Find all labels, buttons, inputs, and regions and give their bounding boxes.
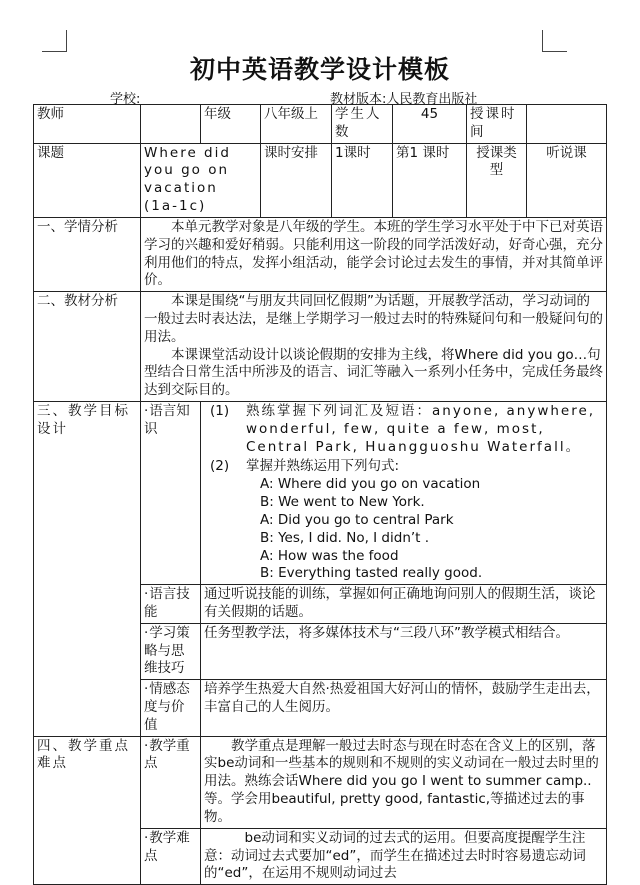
date-label: 授课时间 (467, 105, 527, 144)
grade-value: 八年级上 (261, 105, 332, 144)
students-label: 学生人数 (332, 105, 393, 144)
focus-label: · 教学重点 (141, 736, 201, 828)
crop-mark-top-right-v (542, 30, 543, 52)
objectives-knowledge-row (34, 402, 607, 585)
key-focus-row (34, 736, 607, 828)
strategy-label: · 学习策略与思维技巧 (141, 623, 201, 679)
lesson-row (34, 143, 607, 217)
dialog-line: A: Where did you go on vacation (260, 476, 481, 493)
knowledge-item-1 (204, 403, 603, 456)
skills-label: · 语言技能 (141, 585, 201, 624)
material-analysis-row (34, 292, 607, 402)
school-label: 学校: (110, 92, 141, 107)
edition-label: 教材版本: (330, 92, 387, 107)
learner-analysis-text: 本单元教学对象是八年级的学生。本班的学生学习水平处于中下已对英语学习的兴趣和爱好稍弱。只能利用这一阶段的同学活泼好动，好奇心强，充分利用他们的特点，发挥小组活动，能学会讨论过去发生的事情，并对其简单评价。 (144, 218, 603, 289)
topic-label: 课题 (34, 143, 141, 217)
dialog-line: B: We went to New York. (260, 494, 425, 511)
item2-text: 掌握并熟练运用下列句式: (246, 458, 400, 475)
crop-mark-top-left-v (66, 30, 67, 52)
students-value: 45 (393, 105, 467, 144)
type-value: 听说课 (527, 143, 607, 217)
emotion-text: 培养学生热爱大自然·热爱祖国大好河山的情怀，鼓励学生走出去，丰富自己的人生阅历。 (201, 680, 607, 736)
knowledge-label: · 语言知识 (141, 402, 201, 585)
learner-analysis-row (34, 217, 607, 291)
dialog-line: A: Did you go to central Park (260, 511, 454, 528)
learner-analysis-label: 一、学情分析 (34, 217, 141, 291)
knowledge-item-2 (204, 458, 603, 476)
type-label: 授课类型 (467, 143, 527, 217)
dialog-line: B: Yes, I did. No, I didn’t . (260, 529, 430, 546)
difficulty-label: · 教学难点 (141, 828, 201, 884)
item2-number: (2) (210, 458, 230, 475)
document-title: 初中英语教学设计模板 (189, 55, 450, 84)
key-points-label: 四、教学重点难点 (34, 736, 141, 885)
date-value (527, 105, 607, 144)
material-analysis-p2: 本课课堂活动设计以谈论假期的安排为主线，将Where did you go…句型结合日常生活中所涉及的语言、词汇等融入一系列小任务中，完成任务最终达到交际目的。 (144, 346, 603, 399)
period-value: 第1 课时 (393, 143, 467, 217)
skills-text: 通过听说技能的训练，掌握如何正确地询问别人的假期生活，谈论有关假期的话题。 (201, 585, 607, 624)
strategy-text: 任务型教学法，将多媒体技术与“三段八环”教学模式相结合。 (201, 623, 607, 679)
item1-number: (1) (210, 403, 230, 419)
topic-value: Where did you go on vacation (1a-1c) (141, 143, 261, 217)
objectives-label: 三、教学目标设计 (34, 402, 141, 737)
dialog-line: A: How was the food (260, 547, 399, 564)
schedule-label: 课时安排 (261, 143, 332, 217)
dialog-line: B: Everything tasted really good. (260, 565, 483, 582)
emotion-label: · 情感态度与价值 (141, 680, 201, 736)
material-analysis-p1: 本课是围绕“与朋友共同回忆假期”为话题，开展教学活动，学习动词的一般过去时表达法，是继上学期学习一般过去时的特殊疑问句和一般疑问句的用法。 (144, 293, 603, 345)
difficulty-text: be动词和实义动词的过去式的运用。但要高度提醒学生注意：动词过去式要加“ed”，而学生在描述过去时时容易遗忘动词的“ed”，在运用不规则动词过去 (204, 829, 586, 882)
edition-value: 人民教育出版社 (386, 92, 478, 107)
dialog-lines (204, 476, 603, 583)
grade-label: 年级 (201, 105, 261, 144)
schedule-value: 1课时 (332, 143, 393, 217)
item1-text: 熟练掌握下列词汇及短语：anyone, anywhere, wonderful, few, quite a few, most, Central Park, Huangguoshu Waterfall。 (246, 403, 596, 455)
lesson-plan-table (33, 104, 607, 885)
teacher-label: 教师 (34, 105, 141, 144)
knowledge-items (204, 403, 603, 476)
focus-text: 教学重点是理解一般过去时态与现在时态在含义上的区别，落实be动词和一些基本的规则和不规则的实义动词在一般过去时里的用法。熟练会话Where did you go I went to summer camp..等。学会用beautiful, pretty good, fantastic,等描述过去的事物。 (204, 737, 599, 825)
header-row (34, 105, 607, 144)
material-analysis-label: 二、教材分析 (34, 292, 141, 402)
teacher-value (141, 105, 201, 144)
